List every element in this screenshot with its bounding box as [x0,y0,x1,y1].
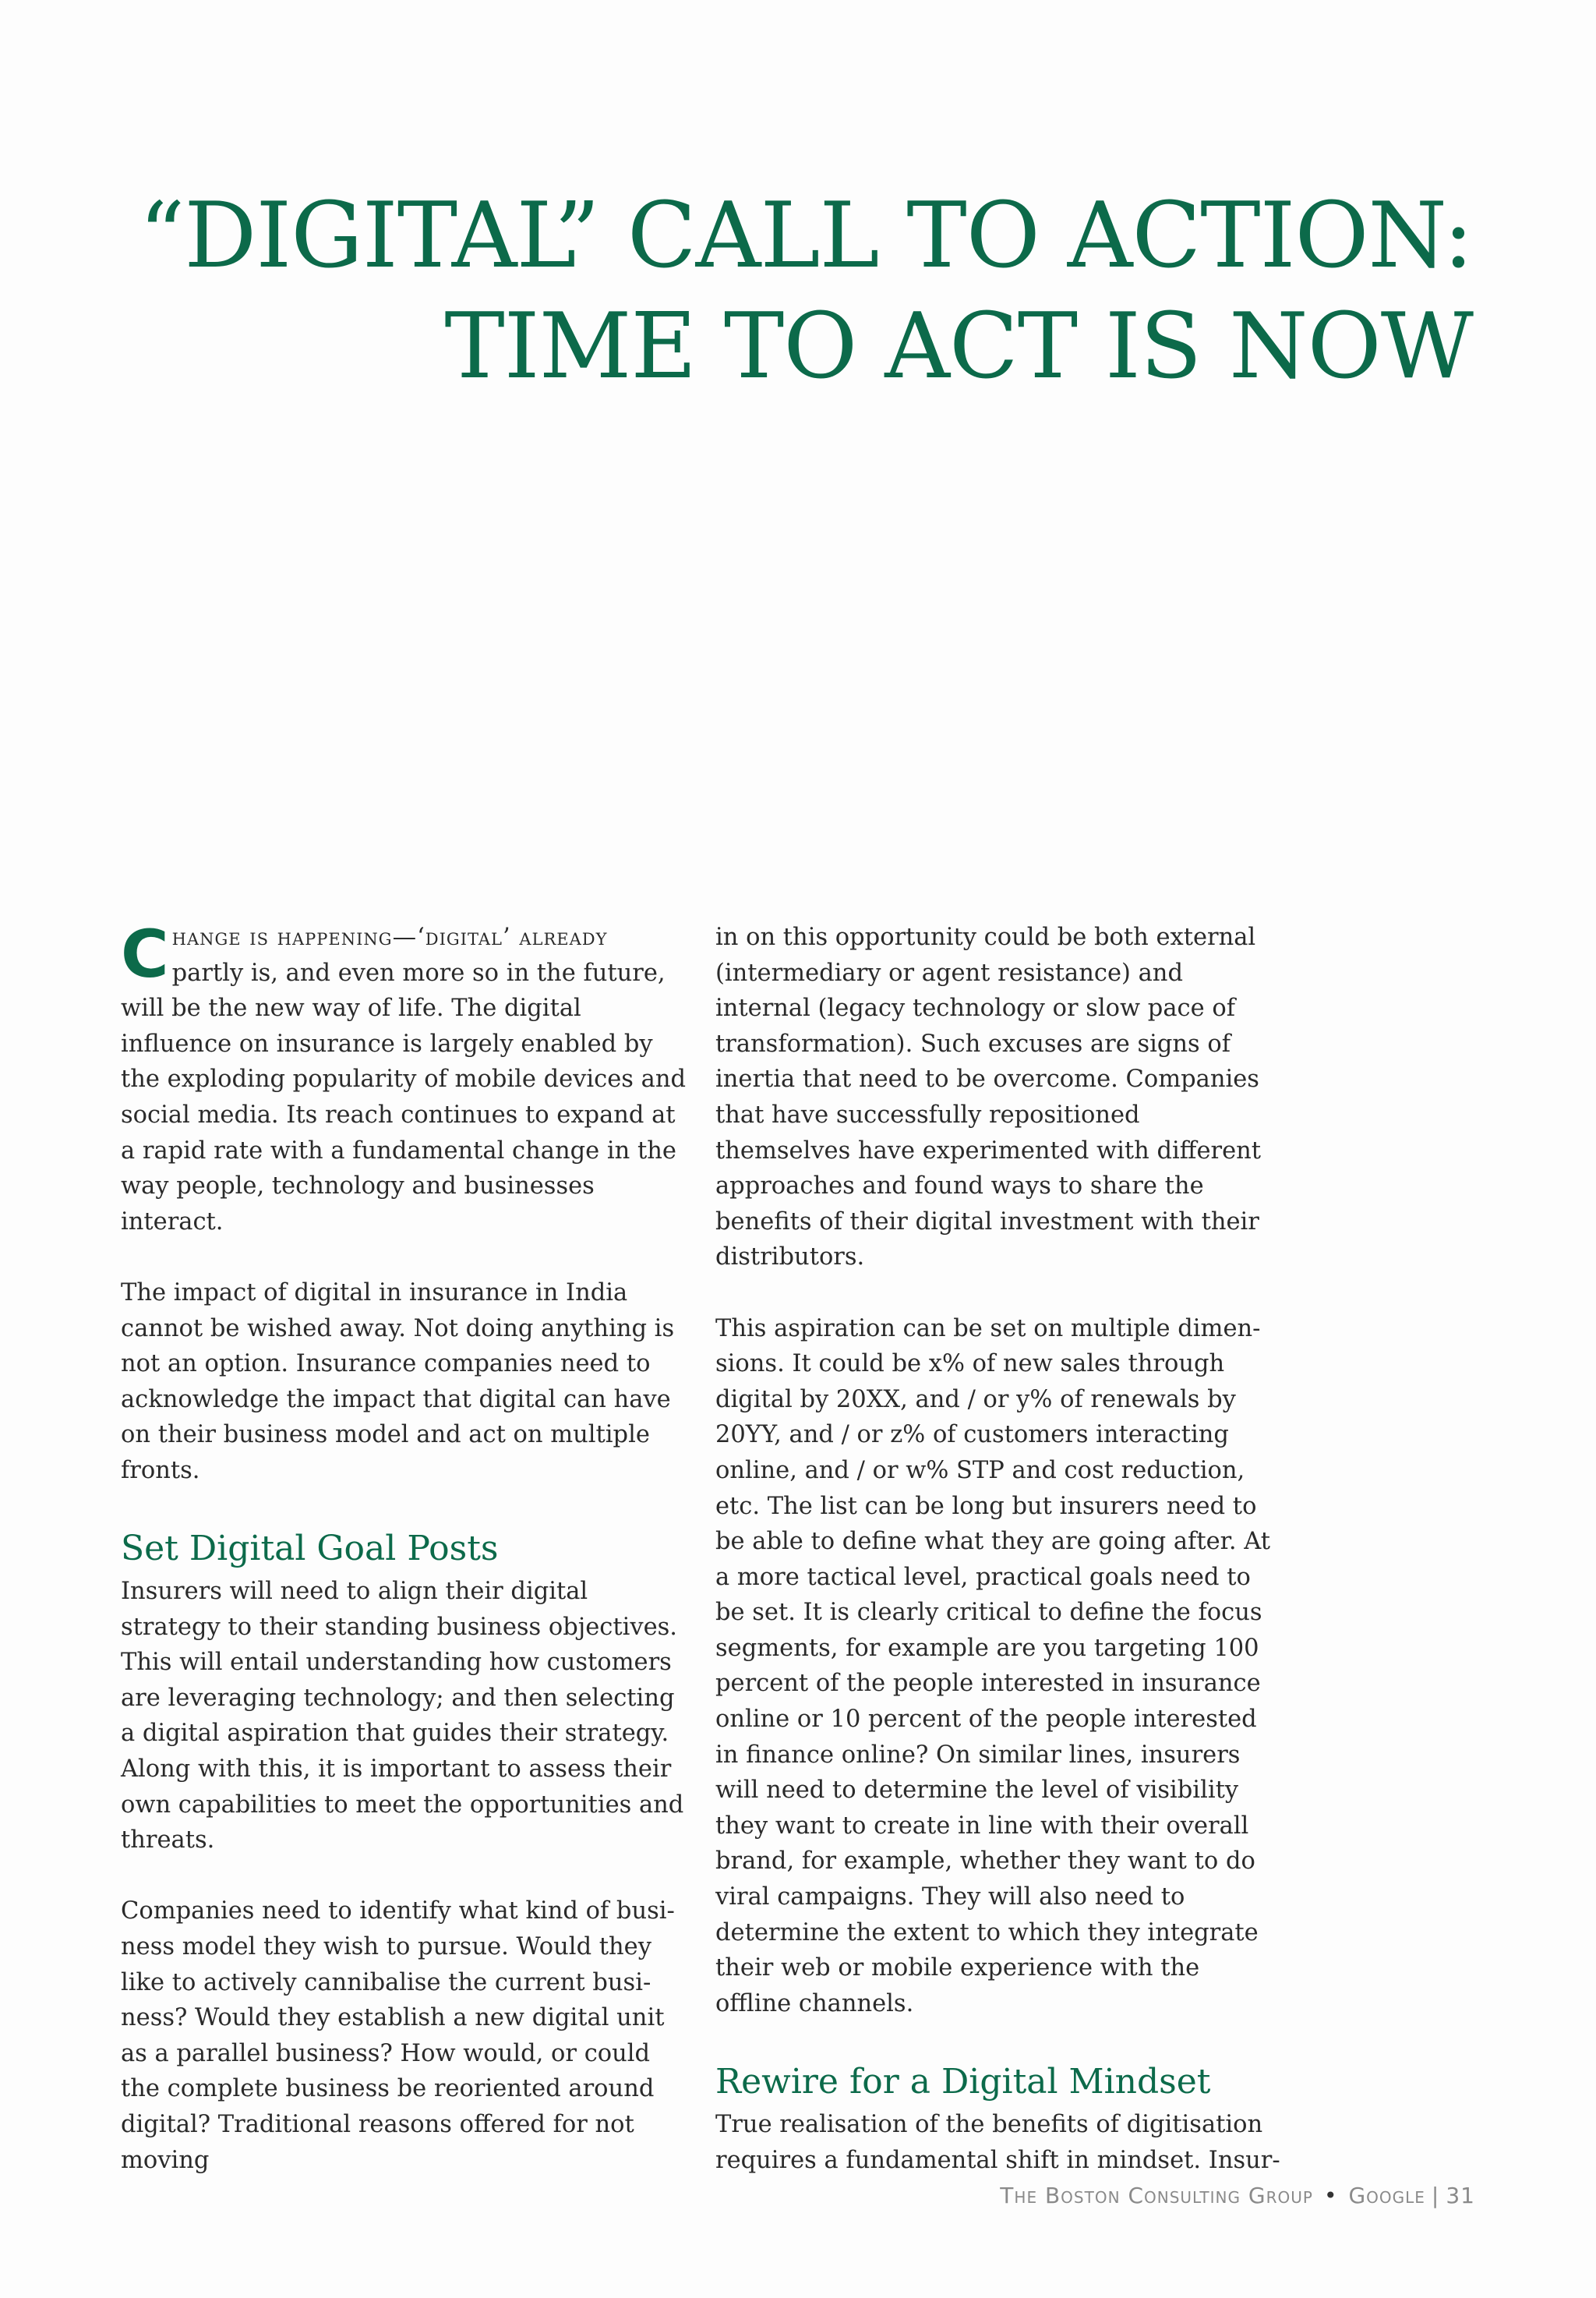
page-title [8,181,1473,402]
left-column [121,916,686,2178]
footer-bullet: • [1323,2183,1338,2208]
lead-in-text: hange is happening—‘digital’ already [171,924,608,951]
paragraph-business-model: Companies need to identify what kind of business model they wish to pursue. Would they like to actively cannibalise the current business? Would they establish a new digital unit as a parallel business? How would, or could the complete business be reoriented around digital? Traditional reasons offered for not moving [121,1897,675,2174]
footer-organization: The Boston Consulting Group [1000,2183,1313,2208]
footer-partner: Google [1348,2183,1425,2208]
page-title-line-1: “DIGITAL” CALL TO ACTION: [139,183,1473,288]
paragraph-realisation: True realisation of the benefits of digitisation requires a fundamental shift in mindset. Insur- [715,2111,1280,2174]
section-heading-digital-mindset: Rewire for a Digital Mindset [715,2062,1211,2102]
footer-divider: | [1431,2183,1440,2208]
page-number: 31 [1446,2183,1475,2208]
paragraph-impact: The impact of digital in insurance in India cannot be wished away. Not doing anything is not an option. Insurance companies need to acknowledge the impact that digital can have on their business model and act on multiple fronts. [121,1278,675,1484]
drop-cap: C [121,916,169,992]
section-heading-goal-posts: Set Digital Goal Posts [121,1529,499,1569]
right-column [715,920,1280,2178]
intro-paragraph [121,916,686,1239]
paragraph-opportunity: in on this opportunity could be both external (intermediary or agent resistance) and internal (legacy technology or slow pace of transformation). Such excuses are signs of inertia that need to be overcome. Companies that have successfully repositioned themselves have experimented with different approaches and found ways to share the benefits of their digital investment with their distributors. [715,924,1262,1271]
intro-paragraph-text: partly is, and even more so in the future, will be the new way of life. The digital influence on insurance is largely enabled by the exploding popularity of mobile devices and social media. Its reach continues to expand at a rapid rate with a fundamental change in the way people, technology and businesses interact. [121,959,686,1236]
paragraph-aspiration: This aspiration can be set on multiple dimensions. It could be x% of new sales through digital by 20XX, and / or y% of renewals by 20YY, and / or z% of customers interacting online, and / or w% STP and cost reduction, etc. The list can be long but insurers need to be able to define what they are going after. At a more tactical level, practical goals need to be set. It is clearly critical to define the focus segments, for example are you targeting 100 percent of the people interested in insurance online or 10 percent of the people interested in finance online? On similar lines, insurers will need to determine the level of visibility they want to create in line with their overall brand, for example, whether they want to do viral campaigns. They will also need to determine the extent to which they integrate their web or mobile experience with the offline channels. [715,1314,1271,2017]
page-footer [1000,2183,1475,2208]
page-title-line-2: TIME TO ACT IS NOW [444,294,1473,399]
paragraph-align-strategy: Insurers will need to align their digital strategy to their standing business objectives. This will entail understanding how customers are leveraging technology; and then selecting a digital aspiration that guides their strategy. Along with this, it is important to assess their own capabilities to meet the opportunities and threats. [121,1578,684,1854]
